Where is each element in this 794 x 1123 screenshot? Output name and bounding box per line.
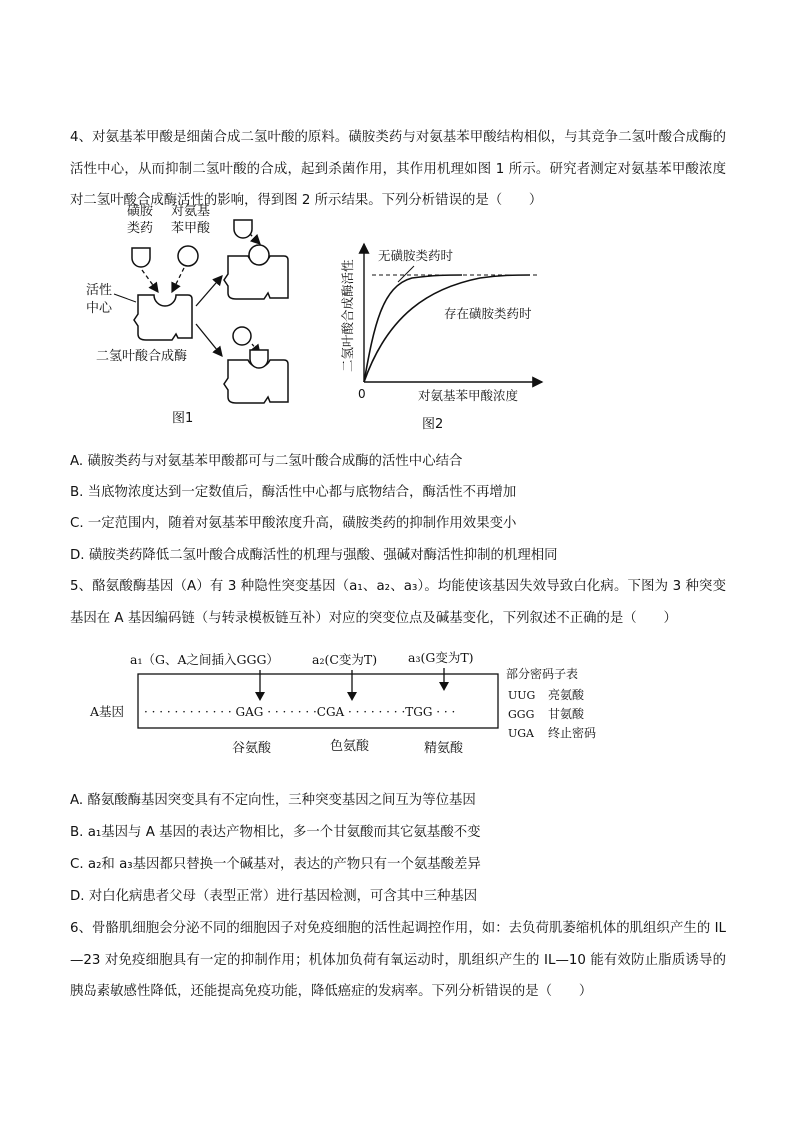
q5-option-b: B. a₁基因与 A 基因的表达产物相比，多一个甘氨酸而其它氨基酸不变 bbox=[70, 825, 481, 840]
q4-option-d: D. 磺胺类药降低二氢叶酸合成酶活性的机理与强酸、强碱对酶活性抑制的机理相同 bbox=[70, 548, 558, 563]
paba-molecule-bottom bbox=[233, 327, 251, 345]
q6-stem: 6、骨骼肌细胞会分泌不同的细胞因子对免疫细胞的活性起调控作用，如：去负荷肌萎缩机体的肌组织产生的 IL—23 对免疫细胞具有一定的抑制作用；机体加负荷有氧运动时，肌组织产生的 IL—10 能有效防止脂质诱导的胰岛素敏感性降低，还能提高免疫功能，降低癌症的发病率。下列分析错误的是（ ） bbox=[70, 921, 726, 999]
fig2-curve-without bbox=[364, 275, 462, 382]
fig1-active-label-1: 活性 bbox=[86, 283, 113, 298]
mutation-a1-label: a₁（G、A之间插入GGG） bbox=[130, 652, 279, 667]
q5-option-a: A. 酪氨酸酶基因突变具有不定向性，三种突变基因之间互为等位基因 bbox=[70, 793, 476, 808]
mutation-a2-label: a₂(C变为T) bbox=[312, 652, 378, 667]
fig2-ylabel: 二氢叶酸合成酶活性 bbox=[340, 259, 355, 372]
fig1-active-label-2: 中心 bbox=[86, 301, 113, 316]
q5-option-d: D. 对白化病患者父母（表型正常）进行基因检测，可含其中三种基因 bbox=[70, 889, 478, 904]
amino-acid-3: 精氨酸 bbox=[424, 741, 464, 756]
figure-1 bbox=[80, 198, 310, 430]
fig1-paba-label-2: 苯甲酸 bbox=[171, 221, 211, 236]
fig1-sulfa-label-2: 类药 bbox=[127, 221, 154, 236]
q5-option-c: C. a₂和 a₃基因都只替换一个碱基对，表达的产物只有一个氨基酸差异 bbox=[70, 857, 481, 872]
gene-sequence: · · · · · · · · · · · · GAG · · · · · · ·CGA · · · · · · · ·TGG · · · bbox=[144, 705, 456, 719]
q4-option-b: B. 当底物浓度达到一定数值后，酶活性中心都与底物结合，酶活性不再增加 bbox=[70, 485, 517, 500]
fig2-curve-with-label: 存在磺胺类药时 bbox=[444, 306, 532, 321]
q4-option-a: A. 磺胺类药与对氨基苯甲酸都可与二氢叶酸合成酶的活性中心结合 bbox=[70, 454, 463, 469]
codon-row-3-aa: 终止密码 bbox=[548, 726, 597, 740]
mutation-a3-label: a₃(G变为T) bbox=[408, 650, 474, 665]
sulfa-drug-shape-top bbox=[234, 220, 252, 238]
figure-2 bbox=[330, 236, 560, 436]
fig1-paba-label-1: 对氨基 bbox=[171, 204, 211, 219]
gene-a-label: A基因 bbox=[90, 704, 125, 719]
fig2-xlabel: 对氨基苯甲酸浓度 bbox=[418, 388, 519, 403]
q4-stem: 4、对氨基苯甲酸是细菌合成二氢叶酸的原料。磺胺类药与对氨基苯甲酸结构相似，与其竞争二氢叶酸合成酶的活性中心，从而抑制二氢叶酸的合成，起到杀菌作用，其作用机理如图 1 所示。研究者测定对氨基苯甲酸浓度对二氢叶酸合成酶活性的影响，得到图 2 所示结果。下列分析错误的是（ ） bbox=[70, 130, 726, 208]
codon-row-2-codon: GGG bbox=[508, 708, 535, 721]
figure-gene-mutation bbox=[86, 646, 626, 764]
sulfa-drug-shape bbox=[132, 248, 150, 267]
codon-table-title: 部分密码子表 bbox=[506, 667, 579, 681]
codon-row-3-codon: UGA bbox=[508, 727, 535, 740]
fig1-sulfa-label-1: 磺胺 bbox=[127, 204, 154, 219]
codon-row-1-codon: UUG bbox=[508, 689, 536, 702]
q5-stem: 5、酪氨酸酶基因（A）有 3 种隐性突变基因（a₁、a₂、a₃）。均能使该基因失效导致白化病。下图为 3 种突变基因在 A 基因编码链（与转录模板链互补）对应的突变位点及碱基变化，下列叙述不正确的是（ ） bbox=[70, 579, 726, 626]
paba-bound-top bbox=[249, 245, 269, 265]
amino-acid-1: 谷氨酸 bbox=[232, 741, 272, 756]
codon-row-1-aa: 亮氨酸 bbox=[548, 688, 585, 702]
fig2-curve-with bbox=[364, 275, 530, 382]
codon-row-2-aa: 甘氨酸 bbox=[548, 707, 585, 721]
fig1-enzyme-label: 二氢叶酸合成酶 bbox=[96, 349, 188, 364]
q4-option-c: C. 一定范围内，随着对氨基苯甲酸浓度升高，磺胺类药的抑制作用效果变小 bbox=[70, 516, 517, 531]
paba-molecule-shape bbox=[178, 246, 198, 266]
amino-acid-2: 色氨酸 bbox=[330, 739, 370, 754]
fig2-curve-without-label: 无磺胺类药时 bbox=[378, 248, 454, 263]
fig1-caption: 图1 bbox=[172, 411, 194, 426]
enzyme-shape-main bbox=[134, 295, 192, 340]
fig2-caption: 图2 bbox=[422, 417, 444, 432]
fig2-origin: 0 bbox=[358, 387, 366, 401]
sulfa-drug-bound-bottom bbox=[250, 350, 268, 368]
